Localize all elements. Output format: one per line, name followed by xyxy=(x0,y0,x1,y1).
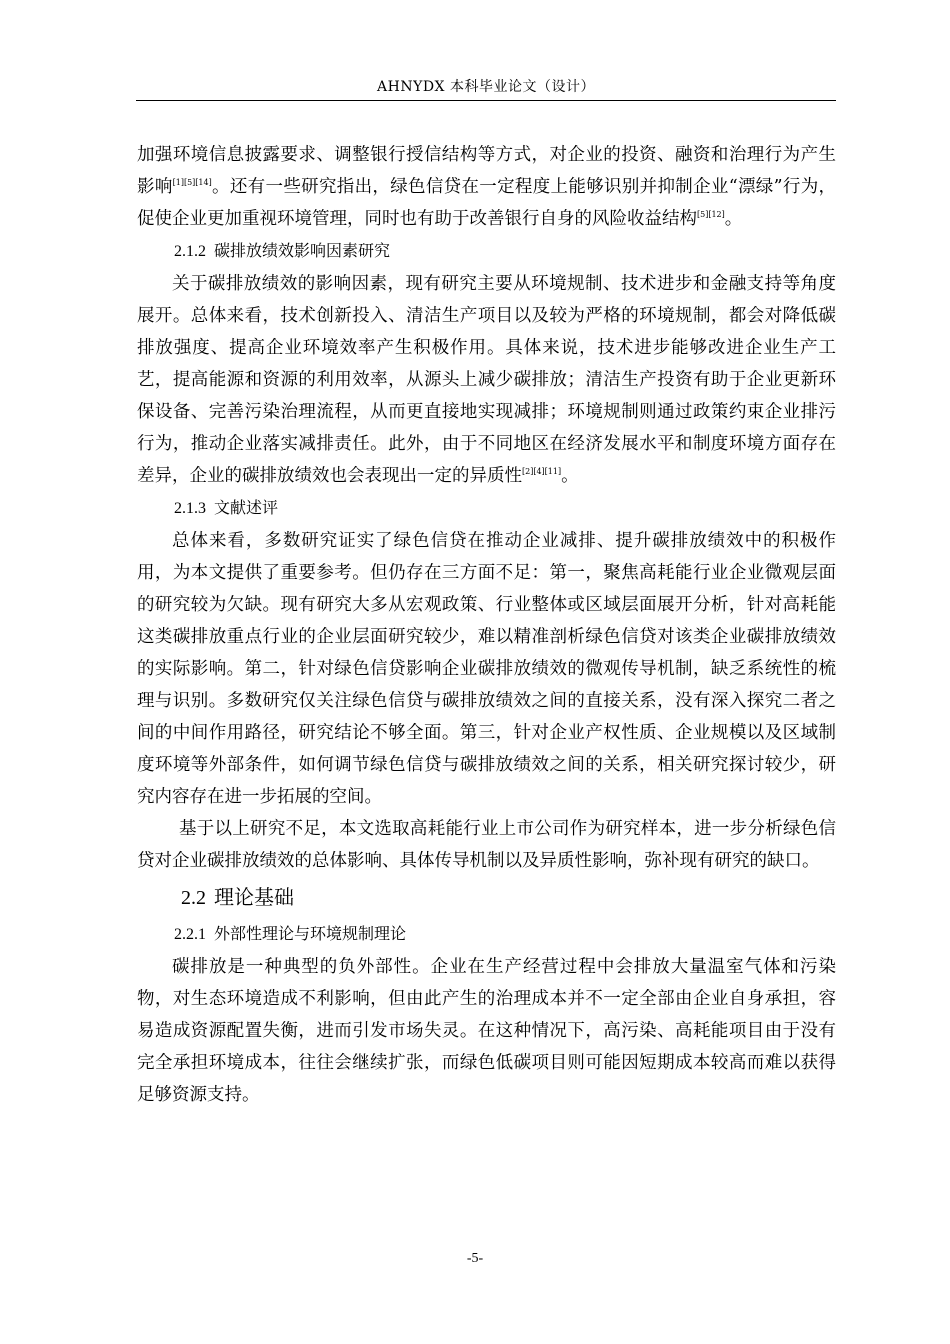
page-number: -5- xyxy=(466,1251,484,1266)
heading-2-2 xyxy=(137,877,836,918)
heading-number: 2.1.3 xyxy=(174,500,206,517)
paragraph-3: 总体来看，多数研究证实了绿色信贷在推动企业减排、提升碳排放绩效中的积极作用，为本文提供了重要参考。但仍存在三方面不足：第一，聚焦高耗能行业企业微观层面的研究较为欠缺。现有研究大多从宏观政策、行业整体或区域层面展开分析，针对高耗能这类碳排放重点行业的企业层面研究较少，难以精准剖析绿色信贷对该类企业碳排放绩效的实际影响。第二，针对绿色信贷影响企业碳排放绩效的微观传导机制，缺乏系统性的梳理与识别。多数研究仅关注绿色信贷与碳排放绩效之间的直接关系，没有深入探究二者之间的中间作用路径，研究结论不够全面。第三，针对企业产权性质、企业规模以及区域制度环境等外部条件，如何调节绿色信贷与碳排放绩效之间的关系，相关研究探讨较少，研究内容存在进一步拓展的空间。 xyxy=(137,531,836,807)
citation: [5][12] xyxy=(697,210,725,219)
heading-title: 碳排放绩效影响因素研究 xyxy=(214,241,391,260)
heading-number: 2.2.1 xyxy=(174,926,206,943)
paragraph-2-end: 。 xyxy=(561,466,579,486)
heading-title: 文献述评 xyxy=(214,498,279,517)
paragraph-1-text-cont: 。还有一些研究指出，绿色信贷在一定程度上能够识别并抑制企业“漂绿”行为，促使企业更加重视环境管理，同时也有助于改善银行自身的风险收益结构 xyxy=(137,177,837,229)
paragraph-5: 碳排放是一种典型的负外部性。企业在生产经营过程中会排放大量温室气体和污染物，对生态环境造成不利影响，但由此产生的治理成本并不一定全部由企业自身承担，容易造成资源配置失衡，进而引发市场失灵。在这种情况下，高污染、高耗能项目由于没有完全承担环境成本，往往会继续扩张，而绿色低碳项目则可能因短期成本较高而难以获得足够资源支持。 xyxy=(137,957,836,1105)
heading-number: 2.1.2 xyxy=(174,243,206,260)
citation: [2][4][11] xyxy=(522,467,562,476)
paragraph-4: 基于以上研究不足，本文选取高耗能行业上市公司作为研究样本，进一步分析绿色信贷对企业碳排放绩效的总体影响、具体传导机制以及异质性影响，弥补现有研究的缺口。 xyxy=(137,819,836,871)
citation: [1][5][14] xyxy=(172,178,212,187)
paragraph-1 xyxy=(137,139,836,235)
heading-2-1-2 xyxy=(137,235,836,268)
paragraph-1-end: 。 xyxy=(724,209,743,229)
document-body xyxy=(137,139,836,1111)
heading-2-1-3 xyxy=(137,492,836,525)
paragraph-1-text: 加强环境信息披露要求、调整银行授信结构等方式，对企业的投资、融资和治理行为产生影响 xyxy=(137,145,836,197)
heading-title: 理论基础 xyxy=(214,885,294,909)
paragraph-2 xyxy=(137,268,836,492)
page-header: AHNYDX 本科毕业论文（设计） xyxy=(377,79,595,95)
heading-title: 外部性理论与环境规制理论 xyxy=(214,924,407,943)
paragraph-2-text: 关于碳排放绩效的影响因素，现有研究主要从环境规制、技术进步和金融支持等角度展开。总体来看，技术创新投入、清洁生产项目以及较为严格的环境规制，都会对降低碳排放强度、提高企业环境效率产生积极作用。具体来说，技术进步能够改进企业生产工艺，提高能源和资源的利用效率，从源头上减少碳排放；清洁生产投资有助于企业更新环保设备、完善污染治理流程，从而更直接地实现减排；环境规制则通过政策约束企业排污行为，推动企业落实减排责任。此外，由于不同地区在经济发展水平和制度环境方面存在差异，企业的碳排放绩效也会表现出一定的异质性 xyxy=(137,274,836,486)
heading-number: 2.2 xyxy=(181,887,206,909)
header-rule xyxy=(136,100,836,101)
heading-2-2-1 xyxy=(137,918,836,951)
